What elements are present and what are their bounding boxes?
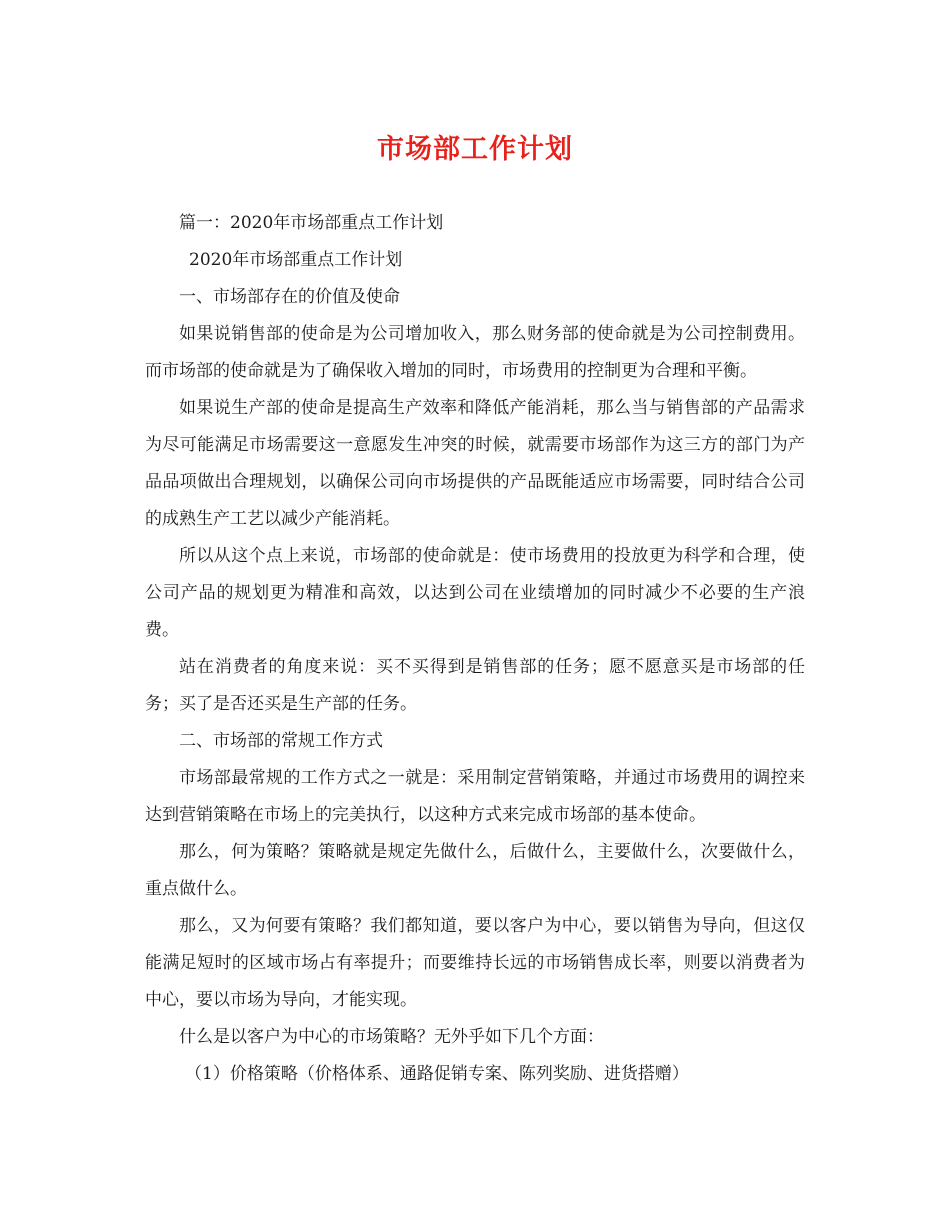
paragraph-subtitle: 2020年市场部重点工作计划 — [189, 250, 403, 270]
paragraph: 如果说生产部的使命是提高生产效率和降低产能消耗，那么当与销售部的产品需求为尽可能满足市场需要这一意愿发生冲突的时候，就需要市场部作为这三方的部门为产品品项做出合理规划，以确保公司向市场提供的产品既能适应市场需要，同时结合公司的成熟生产工艺以减少产能消耗。 — [145, 398, 805, 529]
paragraph-section-heading: 篇一：2020年市场部重点工作计划 — [179, 213, 444, 233]
paragraph-list-item: （1）价格策略（价格体系、通路促销专案、陈列奖励、进货搭赠） — [185, 1064, 689, 1084]
paragraph: 那么，又为何要有策略？我们都知道，要以客户为中心，要以销售为导向，但这仅能满足短时的区域市场占有率提升；而要维持长远的市场销售成长率，则要以消费者为中心，要以市场为导向，才能实现。 — [145, 916, 805, 1010]
document-title: 市场部工作计划 — [377, 134, 573, 165]
paragraph: 市场部最常规的工作方式之一就是：采用制定营销策略，并通过市场费用的调控来达到营销策略在市场上的完美执行，以这种方式来完成市场部的基本使命。 — [145, 768, 805, 825]
paragraph: 所以从这个点上来说，市场部的使命就是：使市场费用的投放更为科学和合理，使公司产品的规划更为精准和高效，以达到公司在业绩增加的同时减少不必要的生产浪费。 — [145, 546, 805, 640]
paragraph: 站在消费者的角度来说：买不买得到是销售部的任务；愿不愿意买是市场部的任务；买了是否还买是生产部的任务。 — [145, 657, 805, 714]
paragraph-heading-2: 二、市场部的常规工作方式 — [179, 731, 383, 751]
paragraph-heading-1: 一、市场部存在的价值及使命 — [179, 287, 400, 307]
document-body — [145, 205, 805, 1093]
paragraph: 那么，何为策略？策略就是规定先做什么，后做什么，主要做什么，次要做什么，重点做什么。 — [145, 842, 805, 899]
paragraph: 如果说销售部的使命是为公司增加收入，那么财务部的使命就是为公司控制费用。而市场部的使命就是为了确保收入增加的同时，市场费用的控制更为合理和平衡。 — [145, 324, 805, 381]
paragraph: 什么是以客户为中心的市场策略？无外乎如下几个方面： — [179, 1027, 604, 1047]
